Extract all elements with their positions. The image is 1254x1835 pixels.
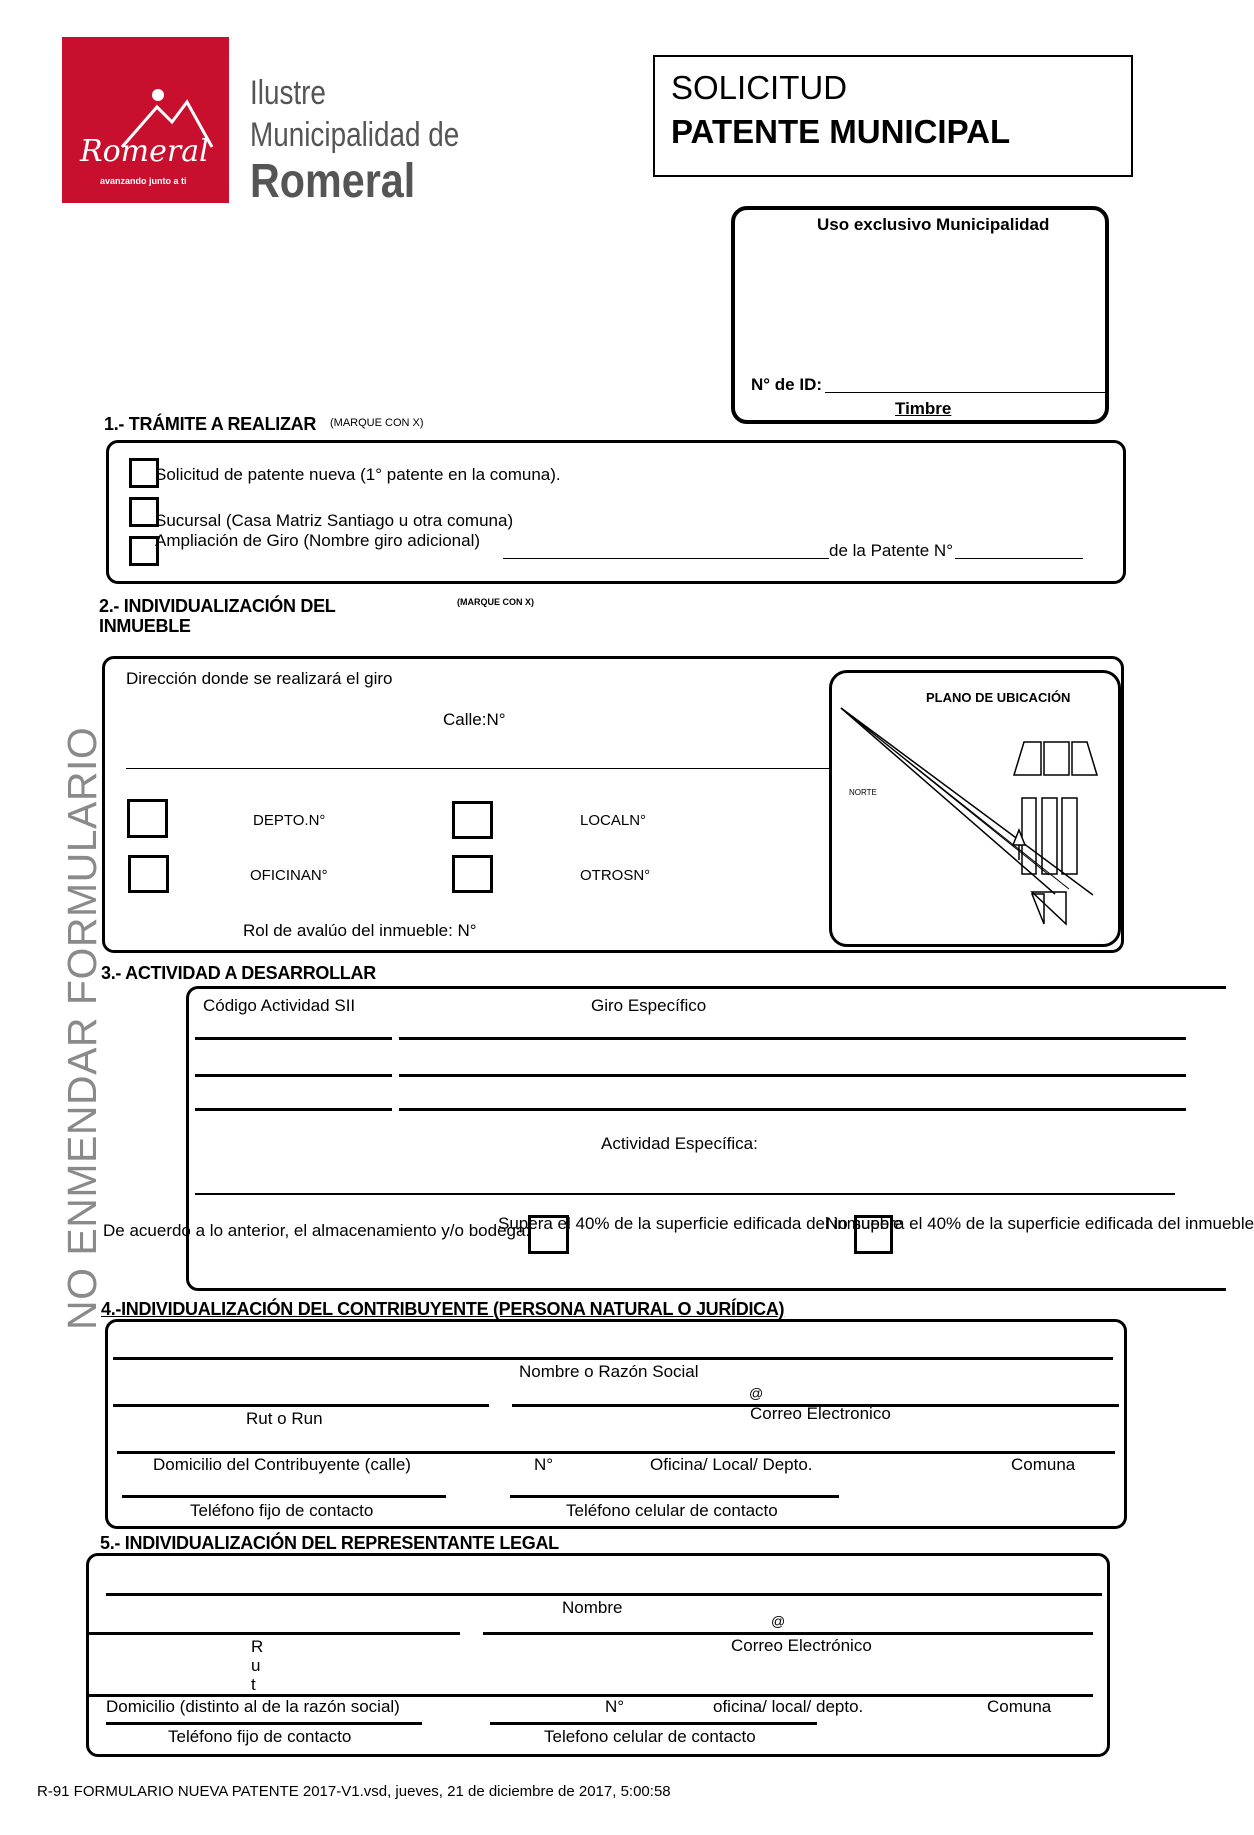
contrib-name-label: Nombre o Razón Social [519, 1362, 699, 1381]
rep-mobile-label: Telefono celular de contacto [544, 1727, 756, 1746]
id-label: N° de ID: [751, 375, 823, 394]
checkbox-not-exceeds[interactable] [854, 1215, 893, 1254]
municipal-use-heading: Uso exclusivo Municipalidad [817, 215, 1050, 234]
contrib-address-label: Domicilio del Contribuyente (calle) [153, 1455, 411, 1474]
logo-tagline: avanzando junto a ti [100, 176, 187, 186]
giro-label: Giro Específico [591, 996, 707, 1015]
rep-at-sign: @ [771, 1613, 786, 1629]
contrib-phone-label: Teléfono fijo de contacto [190, 1501, 374, 1520]
org-line3: Romeral [250, 155, 416, 208]
option-branch: Sucursal (Casa Matriz Santiago u otra comuna) [155, 511, 514, 530]
codigo-line-1[interactable] [195, 1037, 392, 1040]
rep-phone-line[interactable] [106, 1722, 422, 1725]
patent-number-line[interactable] [955, 558, 1083, 559]
section-2-title-line1: 2.- INDIVIDUALIZACIÓN DEL [99, 596, 336, 616]
contrib-rut-line[interactable] [113, 1404, 489, 1407]
section-2-title-line2: INMUEBLE [99, 616, 191, 636]
contrib-email-label: Correo Electronico [750, 1404, 891, 1423]
rep-email-label: Correo Electrónico [731, 1636, 872, 1655]
actividad-label: Actividad Específica: [601, 1134, 758, 1153]
watermark: NO ENMENDAR FORMULARIO [59, 726, 105, 1330]
location-map-box[interactable] [829, 670, 1121, 947]
rep-number-label: N° [605, 1697, 625, 1716]
id-line [825, 392, 1105, 393]
option-not-exceeds-label: No supera el 40% de la superficie edificada del inmueble [826, 1214, 1254, 1233]
contrib-at-sign: @ [749, 1385, 764, 1401]
otros-label: OTROSN° [580, 867, 651, 884]
checkbox-local[interactable] [452, 801, 493, 839]
rep-mobile-line[interactable] [490, 1722, 817, 1725]
checkbox-oficina[interactable] [128, 855, 169, 893]
title-box [653, 55, 1133, 177]
section-2-hint: (MARQUE CON X) [457, 597, 534, 607]
patent-number-label: de la Patente N° [829, 541, 953, 560]
rep-comuna-label: Comuna [987, 1697, 1052, 1716]
codigo-line-2[interactable] [195, 1074, 392, 1077]
stamp-label: Timbre [895, 399, 952, 418]
logo-script: Romeral [80, 134, 209, 169]
title-line1: SOLICITUD [671, 69, 848, 106]
option-exceeds-label: Supera el 40% de la superficie edificada del inmueble [498, 1214, 903, 1233]
rep-name-line[interactable] [106, 1593, 1102, 1596]
storage-text: De acuerdo a lo anterior, el almacenamiento y/o bodega: [103, 1221, 531, 1240]
address-label: Dirección donde se realizará el giro [126, 669, 393, 688]
checkbox-depto[interactable] [127, 799, 168, 838]
municipal-logo [62, 37, 229, 203]
checkbox-exceeds[interactable] [528, 1215, 569, 1254]
local-label: LOCALN° [580, 812, 647, 829]
page-title: PATENTE MUNICIPAL [671, 113, 1011, 150]
contrib-office-label: Oficina/ Local/ Depto. [650, 1455, 813, 1474]
contrib-comuna-label: Comuna [1011, 1455, 1076, 1474]
contrib-rut-label: Rut o Run [246, 1409, 323, 1428]
rep-name-label: Nombre [562, 1598, 623, 1617]
additional-giro-line[interactable] [503, 558, 829, 559]
section-1-hint: (MARQUE CON X) [330, 417, 424, 429]
map-title: PLANO DE UBICACIÓN [926, 690, 1071, 705]
location-sketch-icon [829, 670, 1121, 947]
giro-line-1[interactable] [399, 1037, 1186, 1040]
org-line2: Municipalidad de [250, 116, 460, 154]
giro-line-3[interactable] [399, 1108, 1186, 1111]
rol-label: Rol de avalúo del inmueble: N° [243, 921, 477, 940]
option-new-patent: Solicitud de patente nueva (1° patente en la comuna). [155, 465, 561, 484]
rep-rut-label: R u t [251, 1637, 264, 1694]
contrib-mobile-label: Teléfono celular de contacto [566, 1501, 778, 1520]
checkbox-otros[interactable] [452, 855, 493, 893]
contrib-phone-line[interactable] [122, 1495, 446, 1498]
footer-file-info: R-91 FORMULARIO NUEVA PATENTE 2017-V1.vsd, jueves, 21 de diciembre de 2017, 5:00:58 [37, 1783, 671, 1800]
option-extension: Ampliación de Giro (Nombre giro adicional) [155, 531, 481, 550]
contrib-mobile-line[interactable] [510, 1495, 839, 1498]
rep-address-label: Domicilio (distinto al de la razón social) [106, 1697, 400, 1716]
street-label: Calle:N° [443, 710, 506, 729]
actividad-line[interactable] [195, 1193, 1175, 1195]
rep-rut-line[interactable] [86, 1632, 460, 1635]
codigo-line-3[interactable] [195, 1108, 392, 1111]
rep-email-line[interactable] [483, 1632, 1093, 1635]
section-4-title: 4.-INDIVIDUALIZACIÓN DEL CONTRIBUYENTE (PERSONA NATURAL O JURÍDICA) [101, 1299, 785, 1319]
map-north-label: NORTE [849, 788, 877, 797]
contrib-number-label: N° [534, 1455, 554, 1474]
rep-phone-label: Teléfono fijo de contacto [168, 1727, 352, 1746]
org-line1: Ilustre [250, 74, 326, 112]
contrib-name-line[interactable] [113, 1357, 1113, 1360]
giro-line-2[interactable] [399, 1074, 1186, 1077]
section-5-title: 5.- INDIVIDUALIZACIÓN DEL REPRESENTANTE LEGAL [100, 1533, 559, 1553]
municipal-use-box [731, 206, 1109, 424]
rep-office-label: oficina/ local/ depto. [713, 1697, 864, 1716]
section-3-title: 3.- ACTIVIDAD A DESARROLLAR [101, 963, 376, 983]
depto-label: DEPTO.N° [253, 812, 326, 829]
codigo-label: Código Actividad SII [203, 996, 356, 1015]
oficina-label: OFICINAN° [250, 867, 328, 884]
section-1-title: 1.- TRÁMITE A REALIZAR [104, 414, 317, 434]
street-line[interactable] [126, 768, 832, 769]
contrib-address-line[interactable] [117, 1451, 1115, 1454]
